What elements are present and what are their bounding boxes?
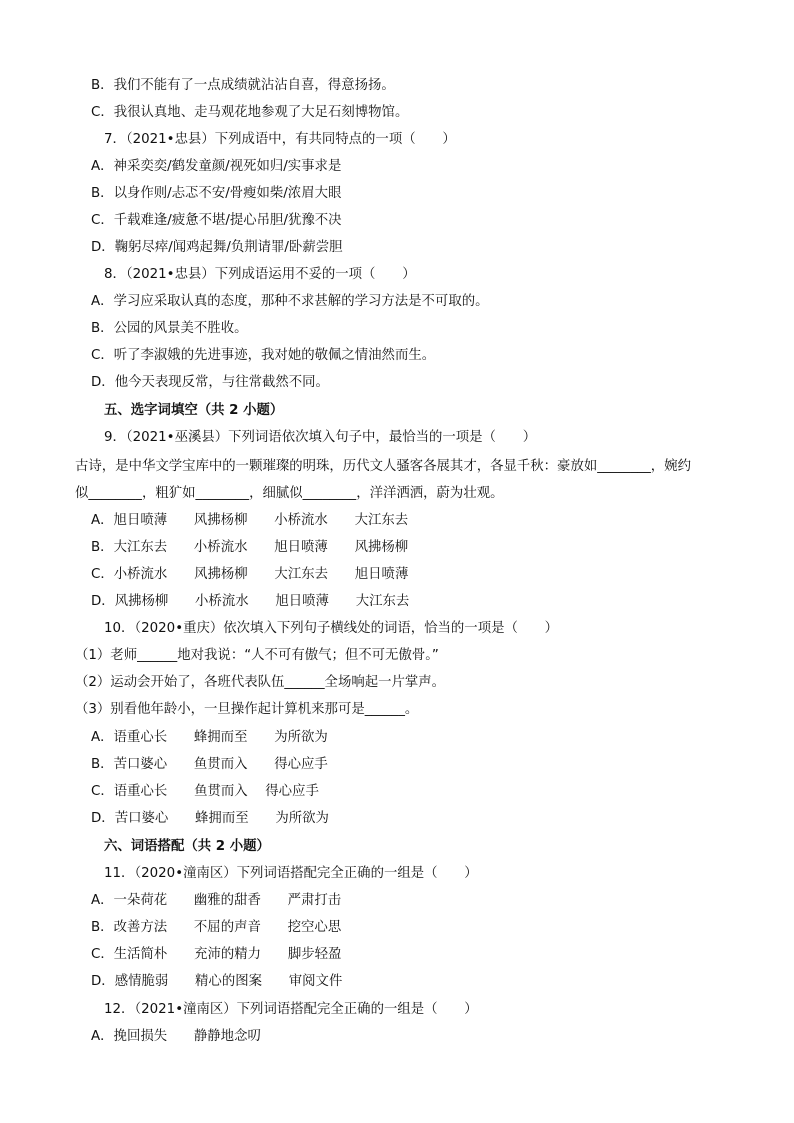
q6-option-c: C．我很认真地、走马观花地参观了大足石刻博物馆。 bbox=[91, 105, 409, 120]
q9-passage-line-1: 古诗，是中华文学宝库中的一颗璀璨的明珠，历代文人骚客各展其才，各显千秋：豪放如________，婉约 bbox=[75, 459, 691, 474]
section-6-title: 六、词语搭配（共 2 小题） bbox=[104, 839, 270, 854]
q8-option-c: C．听了李淑娥的先进事迹，我对她的敬佩之情油然而生。 bbox=[91, 348, 436, 363]
q10-sentence-1: （1）老师______地对我说：“人不可有傲气；但不可无傲骨。” bbox=[75, 648, 439, 663]
question-11-stem: 11．（2020•潼南区）下列词语搭配完全正确的一组是（ ） bbox=[104, 866, 478, 881]
q10-sentence-2: （2）运动会开始了，各班代表队伍______全场响起一片掌声。 bbox=[75, 675, 446, 690]
q10-option-c: C．语重心长 鱼贯而入 得心应手 bbox=[91, 784, 319, 799]
q9-option-c: C．小桥流水 风拂杨柳 大江东去 旭日喷薄 bbox=[91, 567, 409, 582]
q7-option-b: B．以身作则/忐忑不安/骨瘦如柴/浓眉大眼 bbox=[91, 186, 342, 201]
q7-option-a: A．神采奕奕/鹤发童颜/视死如归/实事求是 bbox=[91, 159, 342, 174]
q11-option-b: B．改善方法 不屈的声音 挖空心思 bbox=[91, 920, 342, 935]
q8-option-b: B．公园的风景美不胜收。 bbox=[91, 321, 248, 336]
question-12-stem: 12．（2021•潼南区）下列词语搭配完全正确的一组是（ ） bbox=[104, 1002, 478, 1017]
q10-option-a: A．语重心长 蜂拥而至 为所欲为 bbox=[91, 730, 328, 745]
question-9-stem: 9．（2021•巫溪县）下列词语依次填入句子中，最恰当的一项是（ ） bbox=[104, 430, 537, 445]
q10-sentence-3: （3）别看他年龄小，一旦操作起计算机来那可是______。 bbox=[75, 702, 419, 717]
q7-option-c: C．千载难逢/疲惫不堪/提心吊胆/犹豫不决 bbox=[91, 213, 342, 228]
question-10-stem: 10．（2020•重庆）依次填入下列句子横线处的词语，恰当的一项是（ ） bbox=[104, 621, 559, 636]
q12-option-a: A．挽回损失 静静地念叨 bbox=[91, 1029, 261, 1044]
q7-option-d: D．鞠躬尽瘁/闻鸡起舞/负荆请罪/卧薪尝胆 bbox=[91, 240, 343, 255]
q9-passage-line-2: 似________，粗犷如________，细腻似________，洋洋洒洒，蔚为壮观。 bbox=[75, 486, 504, 501]
q11-option-d: D．感情脆弱 精心的图案 审阅文件 bbox=[91, 974, 343, 989]
q9-option-b: B．大江东去 小桥流水 旭日喷薄 风拂杨柳 bbox=[91, 540, 409, 555]
q10-option-d: D．苦口婆心 蜂拥而至 为所欲为 bbox=[91, 811, 329, 826]
q9-option-a: A．旭日喷薄 风拂杨柳 小桥流水 大江东去 bbox=[91, 513, 409, 528]
question-8-stem: 8．（2021•忠县）下列成语运用不妥的一项（ ） bbox=[104, 267, 416, 282]
question-7-stem: 7．（2021•忠县）下列成语中，有共同特点的一项（ ） bbox=[104, 132, 456, 147]
q9-option-d: D．风拂杨柳 小桥流水 旭日喷薄 大江东去 bbox=[91, 594, 410, 609]
q8-option-d: D．他今天表现反常，与往常截然不同。 bbox=[91, 375, 329, 390]
q11-option-c: C．生活简朴 充沛的精力 脚步轻盈 bbox=[91, 947, 342, 962]
q8-option-a: A．学习应采取认真的态度，那种不求甚解的学习方法是不可取的。 bbox=[91, 294, 489, 309]
q10-option-b: B．苦口婆心 鱼贯而入 得心应手 bbox=[91, 757, 328, 772]
q11-option-a: A．一朵荷花 幽雅的甜香 严肃打击 bbox=[91, 893, 342, 908]
q6-option-b: B．我们不能有了一点成绩就沾沾自喜，得意扬扬。 bbox=[91, 78, 395, 93]
section-5-title: 五、选字词填空（共 2 小题） bbox=[104, 403, 284, 418]
